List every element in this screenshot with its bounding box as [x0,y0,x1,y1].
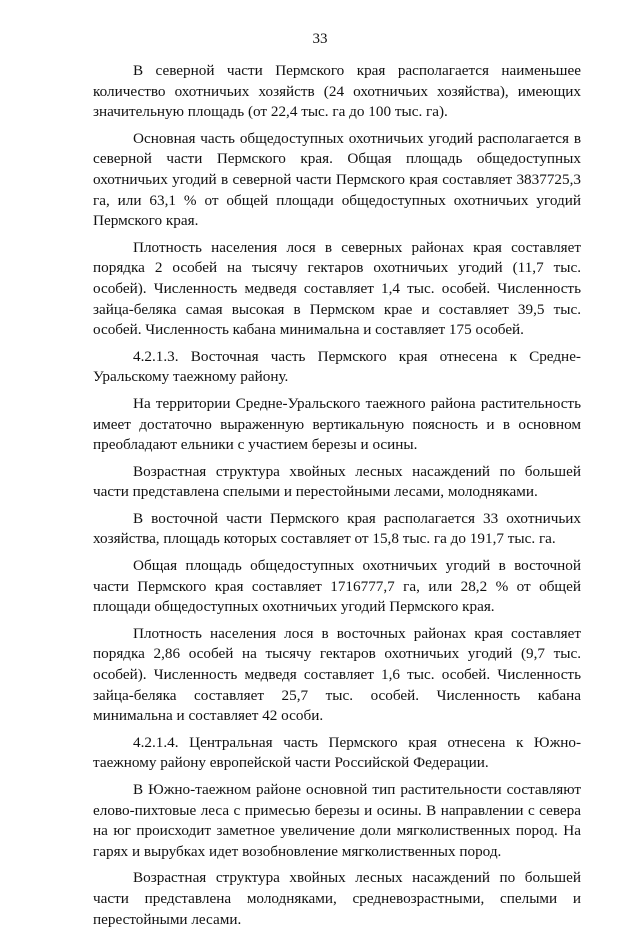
section-4-2-1-4-heading: 4.2.1.4. Центральная часть Пермского края отнесена к Южно-таежному району европейской части Российской Федерации. [93,733,581,772]
paragraph-east-population: Плотность населения лося в восточных районах края составляет порядка 2,86 особей на тысячу гектаров охотничьих угодий (9,7 тыс. особей). Численность медведя составляет 1,6 тыс. особей. Численность зайца-беляка составляет 25,7 тыс. особей. Численность кабана минимальна и составляет 42 особи. [93,624,581,725]
paragraph-east-vegetation: На территории Средне-Уральского таежного района растительность имеет достаточно выраженную вертикальную поясность и в основном преобладают ельники с участием березы и осины. [93,394,581,454]
page-number: 33 [312,31,328,47]
paragraph-east-age-structure: Возрастная структура хвойных лесных насаждений по большей части представлена спелыми и перестойными лесами, молодняками. [93,462,581,501]
paragraph-north-hunting-farms: В северной части Пермского края располагается наименьшее количество охотничьих хозяйств (24 охотничьих хозяйства), имеющих значительную площадь (от 22,4 тыс. га до 100 тыс. га). [93,62,581,121]
paragraph-central-vegetation: В Южно-таежном районе основной тип растительности составляют елово-пихтовые леса с примесью березы и осины. В направлении с севера на юг происходит заметное увеличение доли мягколиственных пород. На гарях и вырубках идет возобновление мягколиственных пород. [93,781,581,860]
paragraph-north-public-lands: Основная часть общедоступных охотничьих угодий располагается в северной части Пермского края. Общая площадь общедоступных охотничьих угодий в северной части Пермского края составляет 3837725,3 га, или 63,1 % от общей площади общедоступных охотничьих угодий Пермского края. [93,129,581,230]
paragraph-central-age-structure: Возрастная структура хвойных лесных насаждений по большей части представлена молодняками, средневозрастными, спелыми и перестойными лесами. [93,869,581,928]
section-4-2-1-3-heading: 4.2.1.3. Восточная часть Пермского края отнесена к Средне-Уральскому таежному району. [93,347,581,386]
paragraph-east-hunting-farms: В восточной части Пермского края располагается 33 охотничьих хозяйства, площадь которых составляет от 15,8 тыс. га до 191,7 тыс. га. [93,509,581,548]
paragraph-north-population: Плотность населения лося в северных районах края составляет порядка 2 особей на тысячу гектаров охотничьих угодий (11,7 тыс. особей). Численность медведя составляет 1,4 тыс. особей. Численность зайца-беляка самая высокая в Пермском крае и составляет 39,5 тыс. особей. Численность кабана минимальна и составляет 175 особей. [93,238,581,339]
document-body [93,61,581,936]
paragraph-east-public-lands: Общая площадь общедоступных охотничьих угодий в восточной части Пермского края составляет 1716777,7 га, или 28,2 % от общей площади общедоступных охотничьих угодий Пермского края. [93,557,581,616]
